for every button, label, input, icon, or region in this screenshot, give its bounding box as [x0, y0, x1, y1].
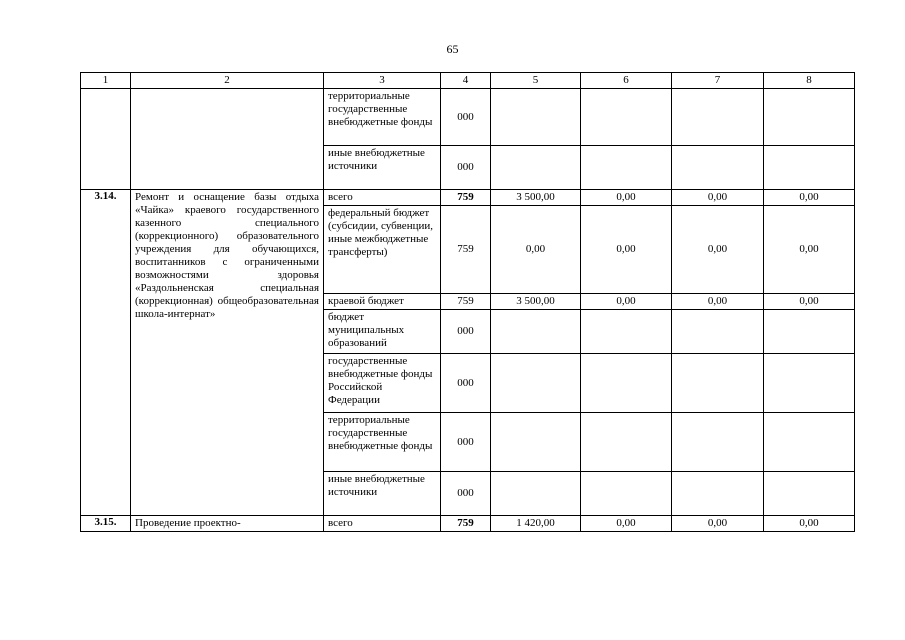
code-cell: 759: [441, 294, 491, 310]
value-cell: [672, 310, 764, 354]
value-cell: [764, 89, 855, 146]
header-cell: 7: [672, 73, 764, 89]
source-cell: территориальные государственные внебюджетные фонды: [324, 89, 441, 146]
item-name-cell: Проведение проектно-: [131, 516, 324, 532]
value-cell: [581, 354, 672, 413]
value-cell: [672, 472, 764, 516]
code-cell: 000: [441, 146, 491, 190]
value-cell: 0,00: [672, 206, 764, 294]
value-cell: [491, 89, 581, 146]
value-cell: 0,00: [764, 190, 855, 206]
code-cell: 759: [441, 516, 491, 532]
source-cell: территориальные государственные внебюджетные фонды: [324, 413, 441, 472]
item-number-cell: 3.15.: [81, 516, 131, 532]
value-cell: [491, 354, 581, 413]
value-cell: 0,00: [581, 190, 672, 206]
header-row: [81, 73, 855, 89]
value-cell: [581, 146, 672, 190]
header-cell: 4: [441, 73, 491, 89]
header-cell: 2: [131, 73, 324, 89]
header-cell: 5: [491, 73, 581, 89]
code-cell: 000: [441, 89, 491, 146]
code-cell: 000: [441, 354, 491, 413]
header-cell: 6: [581, 73, 672, 89]
budget-table: [80, 72, 855, 532]
value-cell: [491, 146, 581, 190]
value-cell: 0,00: [672, 516, 764, 532]
value-cell: 3 500,00: [491, 294, 581, 310]
source-cell: бюджет муниципальных образований: [324, 310, 441, 354]
value-cell: [764, 354, 855, 413]
page-number: 65: [446, 42, 459, 56]
header-cell: 1: [81, 73, 131, 89]
value-cell: [672, 146, 764, 190]
code-cell: 000: [441, 472, 491, 516]
value-cell: [581, 89, 672, 146]
value-cell: 0,00: [491, 206, 581, 294]
table-row: [81, 516, 855, 532]
value-cell: 0,00: [581, 294, 672, 310]
value-cell: [672, 413, 764, 472]
value-cell: [491, 472, 581, 516]
value-cell: [581, 310, 672, 354]
item-name-cell: Ремонт и оснащение базы отдыха «Чайка» краевого государственного казенного специального (коррекционного) образовательного учреждения для обучающихся, воспитанников с ограниченными возможностями здоровья «Раздольненская специальная (коррекционная) общеобразовательная школа-интернат»: [131, 190, 324, 516]
value-cell: 0,00: [581, 516, 672, 532]
source-cell: всего: [324, 516, 441, 532]
value-cell: 3 500,00: [491, 190, 581, 206]
value-cell: [764, 310, 855, 354]
source-cell: всего: [324, 190, 441, 206]
value-cell: 1 420,00: [491, 516, 581, 532]
source-cell: государственные внебюджетные фонды Российской Федерации: [324, 354, 441, 413]
header-cell: 3: [324, 73, 441, 89]
header-cell: 8: [764, 73, 855, 89]
value-cell: [491, 413, 581, 472]
source-cell: краевой бюджет: [324, 294, 441, 310]
source-cell: иные внебюджетные источники: [324, 472, 441, 516]
value-cell: [764, 413, 855, 472]
source-cell: иные внебюджетные источники: [324, 146, 441, 190]
value-cell: [581, 413, 672, 472]
value-cell: 0,00: [672, 190, 764, 206]
value-cell: [581, 472, 672, 516]
value-cell: 0,00: [764, 516, 855, 532]
table-row: [81, 89, 855, 146]
value-cell: 0,00: [764, 294, 855, 310]
value-cell: [491, 310, 581, 354]
item-number-cell: [81, 89, 131, 190]
value-cell: 0,00: [672, 294, 764, 310]
value-cell: [764, 472, 855, 516]
source-cell: федеральный бюджет (субсидии, субвенции, иные межбюджетные трансферты): [324, 206, 441, 294]
value-cell: 0,00: [581, 206, 672, 294]
item-name-cell: [131, 89, 324, 190]
value-cell: [672, 89, 764, 146]
code-cell: 000: [441, 413, 491, 472]
table-row: [81, 190, 855, 206]
code-cell: 759: [441, 190, 491, 206]
code-cell: 000: [441, 310, 491, 354]
value-cell: 0,00: [764, 206, 855, 294]
value-cell: [764, 146, 855, 190]
item-number-cell: 3.14.: [81, 190, 131, 516]
value-cell: [672, 354, 764, 413]
code-cell: 759: [441, 206, 491, 294]
